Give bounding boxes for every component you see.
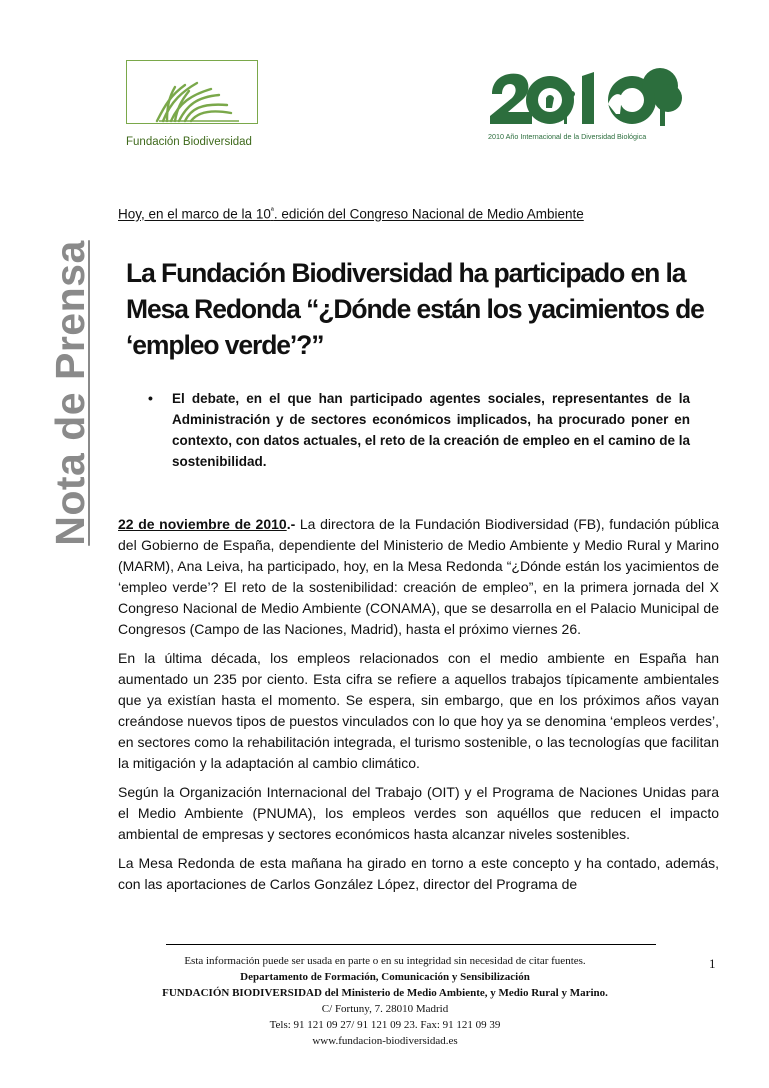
- paragraph-1: [118, 514, 719, 640]
- fundacion-biodiversidad-logo: [126, 60, 260, 150]
- article-date: 22 de noviembre de 2010: [118, 516, 287, 532]
- summary-bullet: [150, 388, 690, 472]
- summary-text: El debate, en el que han participado agentes sociales, representantes de la Administración y de sectores económicos implicados, ha procurado poner en contexto, con datos actuales, el reto de la creación de empleo en el camino de la sostenibilidad.: [172, 391, 690, 469]
- footer-divider: [166, 944, 656, 945]
- year-logo-caption: 2010 Año Internacional de la Diversidad Biológica: [488, 132, 647, 141]
- footer-address: C/ Fortuny, 7. 28010 Madrid: [321, 1003, 449, 1015]
- intro-after: . edición del Congreso Nacional de Medio Ambiente: [273, 206, 584, 222]
- grass-logo-box: [126, 60, 258, 124]
- paragraph-2: En la última década, los empleos relacionados con el medio ambiente en España han aumentado un 235 por ciento. Esta cifra se refiere a aquellos trabajos típicamente ambientales que ya existían hasta el momento. Se espera, sin embargo, que en los próximos años vayan creándose nuevos tipos de puestos vinculados con lo que hoy ya se denomina ‘empleos verdes’, en sectores como la rehabilitación integrada, el turismo sostenible, o las tecnologías que facilitan la mitigación y la adaptación al cambio climático.: [118, 650, 719, 771]
- page-number: 1: [709, 956, 716, 971]
- footer: [100, 953, 670, 1049]
- article-body: [118, 514, 719, 903]
- date-separator: .-: [286, 516, 300, 532]
- fb-logo-name: Fundación Biodiversidad: [126, 136, 252, 148]
- paragraph-1-text: La directora de la Fundación Biodiversidad (FB), fundación pública del Gobierno de España, dependiente del Ministerio de Medio Ambiente y Medio Rural y Marino (MARM), Ana Leiva, ha participado, hoy, en la Mesa Redonda “¿Dónde están los yacimientos de ‘empleo verde’? El reto de la sostenibilidad: creación de empleo”, en la primera jornada del X Congreso Nacional de Medio Ambiente (CONAMA), que se desarrolla en el Palacio Municipal de Congresos (Campo de las Naciones, Madrid), hasta el próximo viernes 26.: [118, 516, 719, 637]
- press-release-label: Nota de Prensa: [47, 240, 93, 546]
- intro-before: Hoy, en el marco de la 10: [118, 206, 271, 222]
- footer-organization: FUNDACIÓN BIODIVERSIDAD del Ministerio de Medio Ambiente, y Medio Rural y Marino.: [162, 987, 608, 999]
- press-release-sidebar: [45, 222, 95, 562]
- year-2010-icon: [486, 64, 686, 132]
- grass-icon: [127, 61, 259, 125]
- biodiversity-year-logo: [486, 64, 686, 148]
- intro-line: [118, 206, 584, 222]
- paragraph-4: La Mesa Redonda de esta mañana ha girado en torno a este concepto y ha contado, además, con las aportaciones de Carlos González López, director del Programa de: [118, 855, 719, 892]
- footer-website[interactable]: www.fundacion-biodiversidad.es: [312, 1035, 458, 1047]
- headline: La Fundación Biodiversidad ha participado en la Mesa Redonda “¿Dónde están los yacimientos de ‘empleo verde’?”: [126, 258, 704, 360]
- footer-phones: Tels: 91 121 09 27/ 91 121 09 23. Fax: 91 121 09 39: [269, 1019, 501, 1031]
- footer-department: Departamento de Formación, Comunicación y Sensibilización: [240, 971, 530, 983]
- intro-sup: ª: [270, 206, 274, 215]
- paragraph-3: Según la Organización Internacional del Trabajo (OIT) y el Programa de Naciones Unidas para el Medio Ambiente (PNUMA), los empleos verdes son aquéllos que reducen el impacto ambiental de empresas y sectores económicos hasta alcanzar niveles sostenibles.: [118, 784, 719, 842]
- footer-disclaimer: Esta información puede ser usada en parte o en su integridad sin necesidad de citar fuentes.: [184, 955, 586, 967]
- bullet-dot-icon: •: [148, 390, 153, 406]
